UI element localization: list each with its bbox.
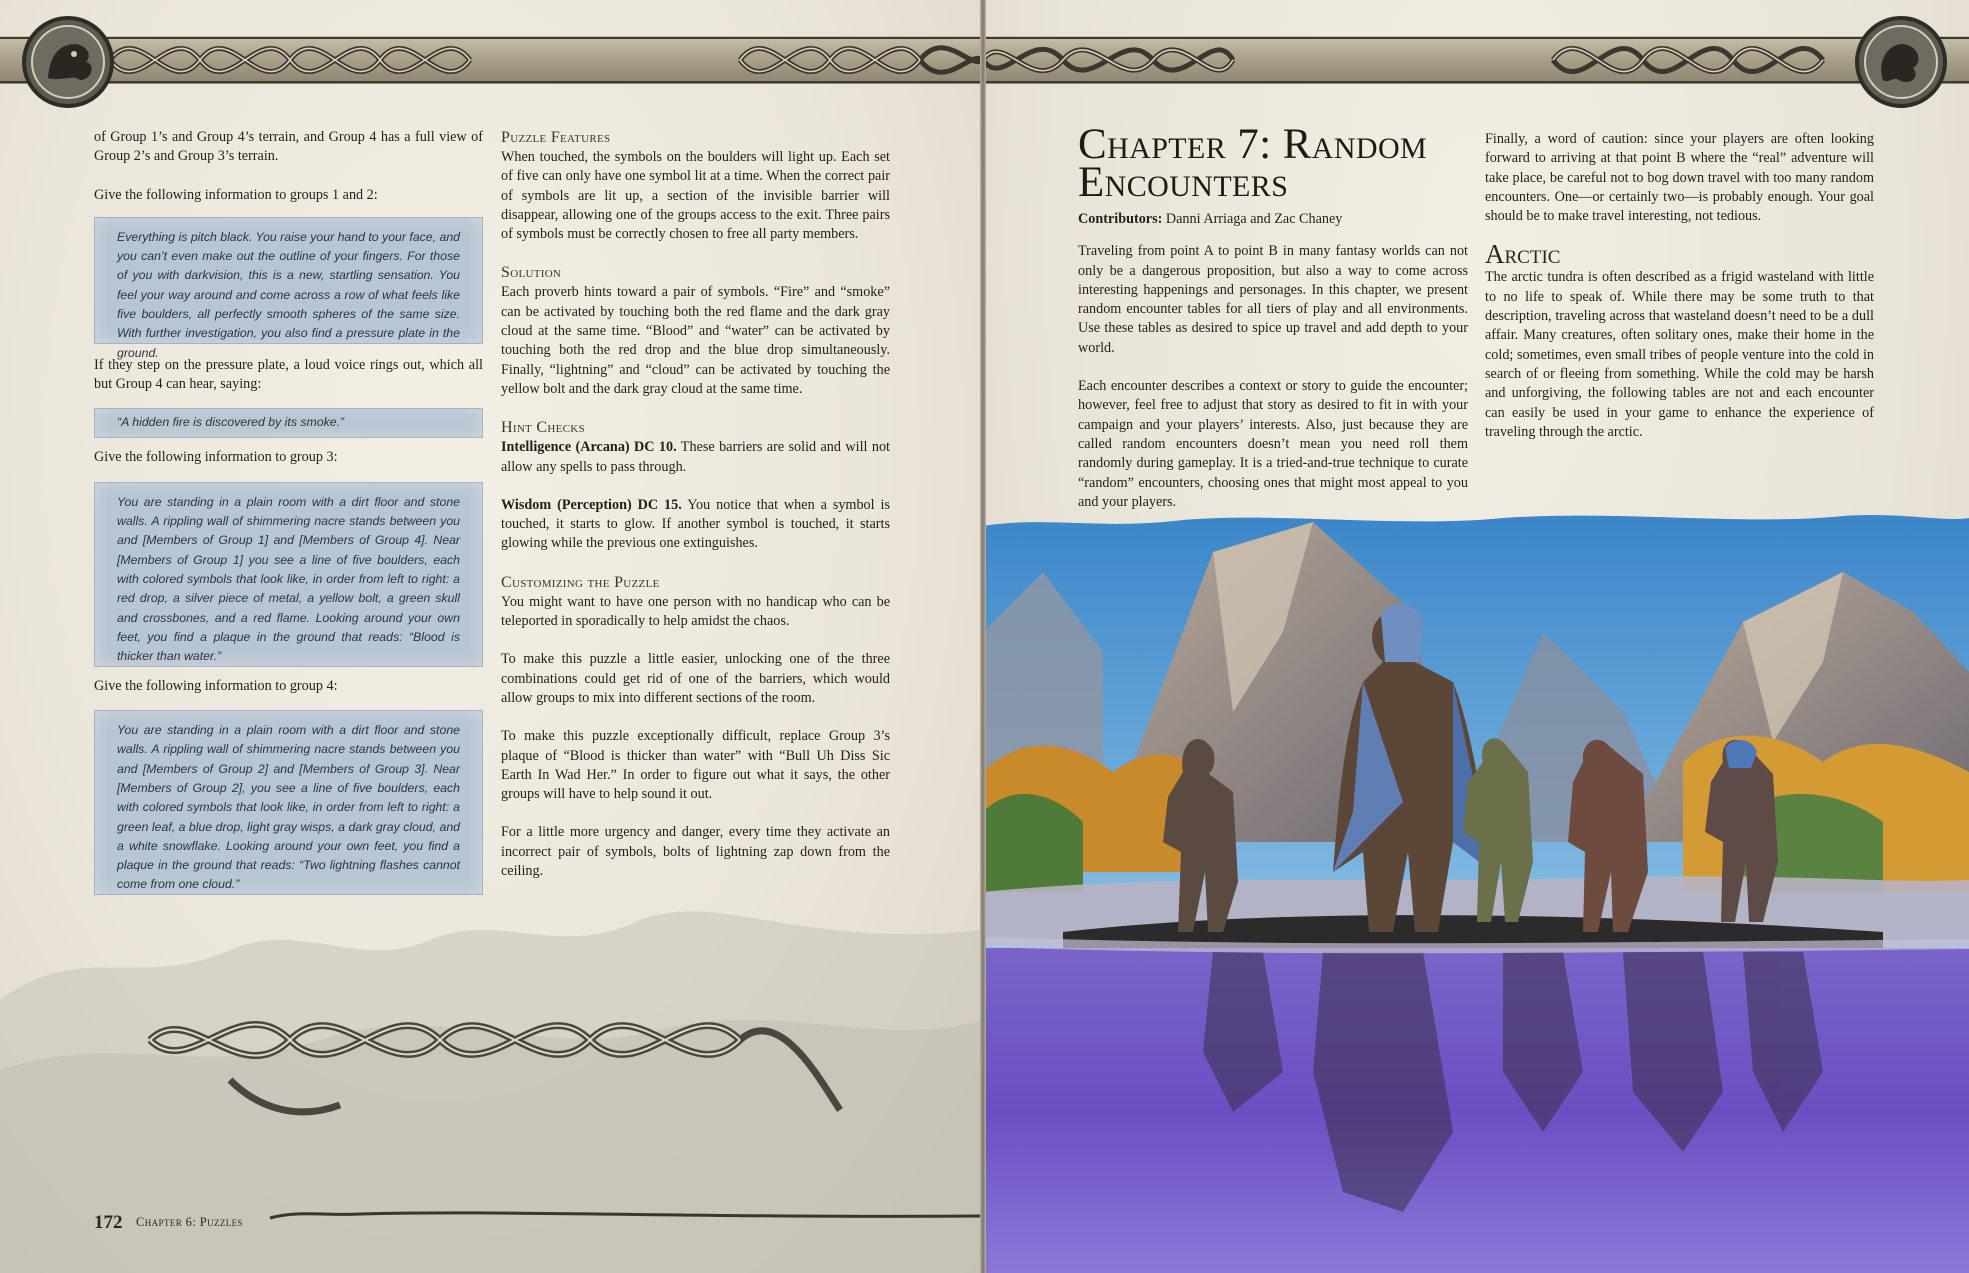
- read-aloud-text: “A hidden fire is discovered by its smoke.”: [117, 415, 345, 430]
- contributors-line: [1078, 210, 1468, 229]
- paragraph: Traveling from point A to point B in many fantasy worlds can not only be a dangerous proposition, but also a way to come across interesting happenings and personages. In this chapter, we present random encounter tables for all tiers of play and all environments. Use these tables as desired to spice up travel and add depth to your world.: [1078, 243, 1468, 356]
- left-column-2: [501, 128, 890, 881]
- read-aloud-text: You are standing in a plain room with a dirt floor and stone walls. A rippling wall of shimmering nacre stands between you and [Members of Group 2] and [Members of Group 3]. Near [Members of Group 2], you see a line of five boulders, each with colored symbols that look like, in order from left to right: a green leaf, a blue drop, light gray wisps, a dark gray cloud, and a white snowflake. Looking around your own feet, you find a plaque in the ground that reads: “Two lightning flashes cannot come from one cloud.”: [117, 723, 460, 892]
- right-page: [983, 0, 1969, 1273]
- left-column-1: [94, 128, 483, 895]
- contributors-label: Contributors:: [1078, 211, 1163, 227]
- check-label: Intelligence (Arcana) DC 10.: [501, 439, 677, 456]
- paragraph: To make this puzzle exceptionally difficult, replace Group 3’s plaque of “Blood is thicker than water” with “Bull Uh Diss Sic Earth In Wad Her.” In order to figure out what it says, the other groups will have to help sound it out.: [501, 728, 890, 803]
- check-text: These barriers are solid and will not allow any spells to pass through.: [501, 439, 890, 475]
- paragraph: Each proverb hints toward a pair of symbols. “Fire” and “smoke” can be activated by touching both the red flame and the dark gray cloud at the same time. “Blood” and “water” can be activated by touching both the red drop and the blue drop simultaneously. Finally, “lightning” and “cloud” can be activated by touching the yellow bolt and the dark gray cloud at the same time.: [501, 284, 890, 397]
- right-column-1: [1078, 121, 1468, 512]
- read-aloud-text: Everything is pitch black. You raise your hand to your face, and you can’t even make out the outline of your fingers. For those of you with darkvision, this is a new, startling sensation. You feel your way around and come across a row of what feels like five boulders, all perfectly smooth spheres of the same size. With further investigation, you also find a pressure plate in the ground.: [117, 229, 460, 360]
- celtic-knot-border-left: [0, 0, 983, 110]
- paragraph: The arctic tundra is often described as a frigid wasteland with little to no life to speak of. While there may be some truth to that description, traveling across that wasteland doesn’t need to be a dull affair. Many creatures, often solitary ones, make their home in the cold; sometimes, even small tribes of people venture into the cold in search of or fleeing from something. While the cold may be harsh and unforgiving, the following tables are not and each encounter can easily be used in your game to enhance the experience of traveling through the arctic.: [1485, 269, 1874, 440]
- contributors-names: Danni Arriaga and Zac Chaney: [1162, 211, 1343, 227]
- adventurers-illustration: [983, 512, 1969, 1273]
- paragraph: If they step on the pressure plate, a loud voice rings out, which all but Group 4 can hear, saying:: [94, 356, 483, 393]
- paragraph: You might want to have one person with no handicap who can be teleported in sporadically to help amidst the chaos.: [501, 593, 890, 630]
- header-band-left: [0, 0, 983, 110]
- read-aloud-box: [94, 710, 483, 895]
- check-text: You notice that when a symbol is touched, it starts to glow. If another symbol is touched, it starts glowing while the previous one extinguishes.: [501, 496, 890, 552]
- paragraph: Give the following information to group 3:: [94, 449, 338, 466]
- paragraph: Each encounter describes a context or story to guide the encounter; however, feel free to adjust that story as desired to fit in with your campaign and your players’ interests. Also, just because they are called random encounters doesn’t mean you need roll them randomly during gameplay. It is a tried-and-true technique to curate “random” encounters, choosing ones that might most appeal to you and your players.: [1078, 378, 1468, 510]
- right-column-2: [1485, 130, 1874, 442]
- read-aloud-box: [94, 217, 483, 360]
- paragraph: [501, 496, 890, 554]
- paragraph: [501, 438, 890, 477]
- page-number: 172: [94, 1212, 123, 1233]
- celtic-knot-border-right: [983, 0, 1969, 110]
- chapter-title-line: Encounters: [1078, 159, 1289, 206]
- chapter-title: [1078, 121, 1468, 206]
- paragraph: To make this puzzle a little easier, unlocking one of the three combinations could get rid of one of the barriers, which would allow groups to mix into different sections of the room.: [501, 651, 890, 706]
- section-heading: Customizing the Puzzle: [501, 573, 660, 591]
- paragraph: of Group 1’s and Group 4’s terrain, and Group 4 has a full view of Group 2’s and Group 3’s terrain.: [94, 129, 483, 165]
- section-heading: Puzzle Features: [501, 129, 611, 146]
- paragraph: For a little more urgency and danger, every time they activate an incorrect pair of symbols, bolts of lightning zap down from the ceiling.: [501, 824, 890, 880]
- chapter-title-line: Chapter 7: Random: [1078, 121, 1428, 168]
- section-title: Arctic: [1485, 239, 1561, 270]
- paragraph: When touched, the symbols on the boulders will light up. Each set of five can only have one symbol lit at a time. When the correct pair of symbols are lit up, a section of the invisible barrier will disappear, allowing one of the groups access to the exit. Three pairs of symbols must be correctly chosen to free all party members.: [501, 149, 890, 243]
- page-gutter: [980, 0, 986, 1273]
- paragraph: Finally, a word of caution: since your players are often looking forward to arriving at that point B where the “real” adventure will take place, be careful not to bog down travel with too many random encounters. One—or certainly two—is probably enough. Your goal should be to make travel interesting, not tedious.: [1485, 131, 1874, 225]
- read-aloud-box: [94, 408, 483, 438]
- read-aloud-box: [94, 482, 483, 667]
- check-label: Wisdom (Perception) DC 15.: [501, 496, 682, 513]
- section-heading: Solution: [501, 264, 562, 282]
- section-heading: Hint Checks: [501, 419, 585, 437]
- left-page: [0, 0, 983, 1273]
- running-footer: Chapter 6: Puzzles: [136, 1215, 243, 1229]
- paragraph: Give the following information to groups 1 and 2:: [94, 186, 378, 203]
- paragraph: Give the following information to group 4:: [94, 677, 338, 694]
- read-aloud-text: You are standing in a plain room with a dirt floor and stone walls. A rippling wall of shimmering nacre stands between you and [Members of Group 1] and [Members of Group 4]. Near [Members of Group 1] you see a line of five boulders, each with colored symbols that look like, in order from left to right: a red drop, a silver piece of metal, a yellow bolt, a green skull and crossbones, and a red flame. Looking around your own feet, you find a plaque in the ground that reads: “Blood is thicker than water.”: [117, 494, 460, 664]
- header-band-right: [983, 0, 1969, 110]
